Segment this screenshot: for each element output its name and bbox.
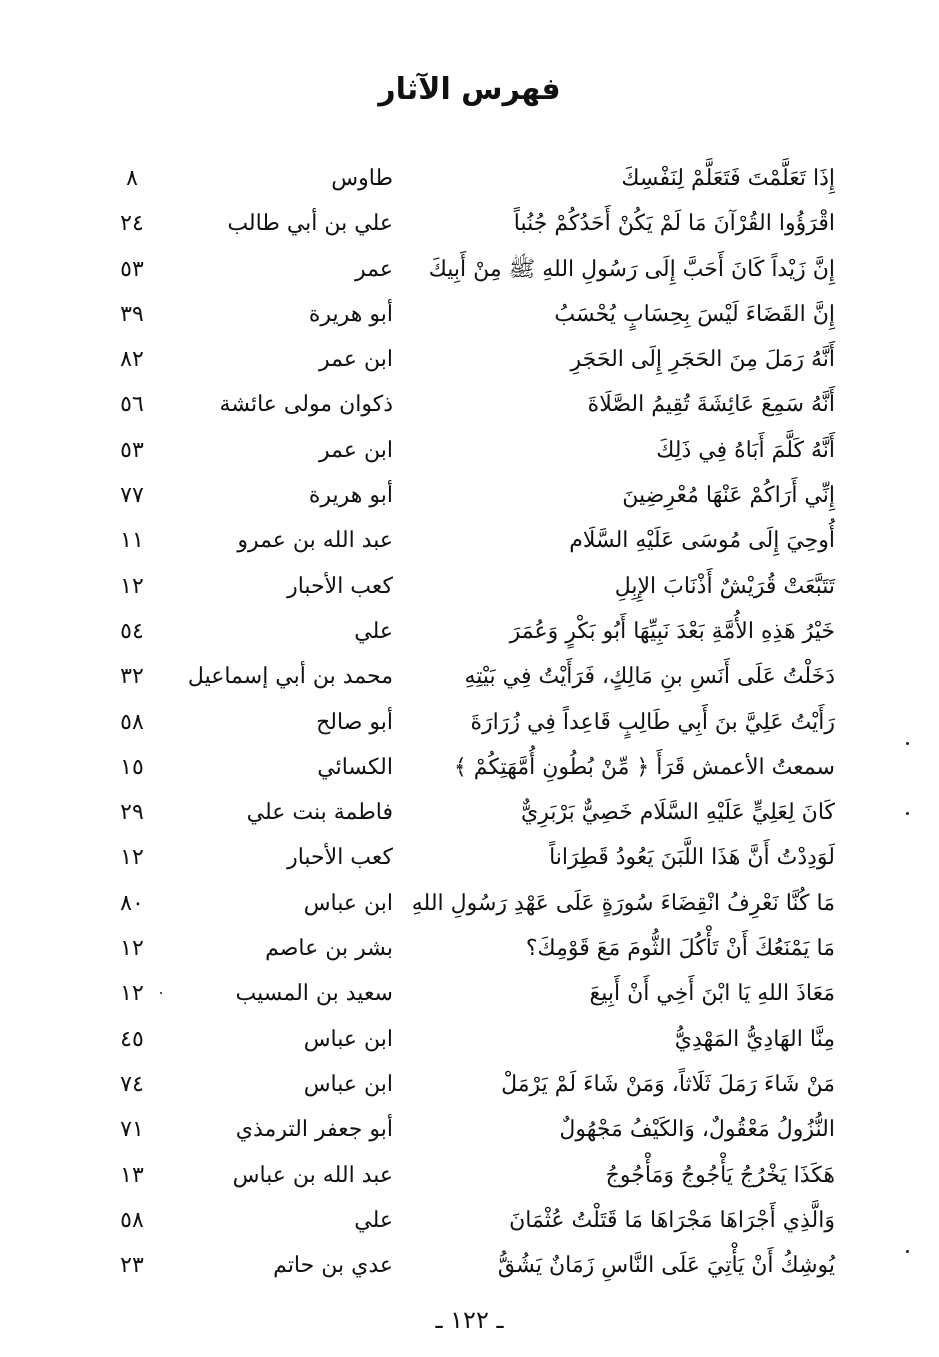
page-reference: ١٢ [120, 981, 144, 1007]
index-row [0, 881, 939, 926]
index-row [0, 337, 939, 382]
narrator-name: ذكوان مولى عائشة [219, 392, 393, 418]
narrator-name: عدي بن حاتم [273, 1253, 393, 1279]
page-reference: ٢٤ [120, 211, 144, 237]
index-row [0, 654, 939, 699]
scan-speck [160, 992, 162, 994]
index-row [0, 518, 939, 563]
narrator-name: ابن عمر [319, 347, 393, 373]
narrator-name: عبد الله بن عمرو [237, 528, 393, 554]
athar-text: مِنَّا الهَادِيُّ المَهْدِيُّ [674, 1026, 835, 1052]
page-reference: ١٥ [120, 754, 144, 780]
index-row [0, 201, 939, 246]
narrator-name: بشر بن عاصم [265, 936, 393, 962]
index-row [0, 1107, 939, 1152]
index-row [0, 1243, 939, 1288]
index-row [0, 835, 939, 880]
narrator-name: ابن عباس [303, 1071, 393, 1097]
athar-text: مَعَاذَ اللهِ يَا ابْنَ أَخِي أَنْ أَبِيعَ [589, 981, 835, 1007]
narrator-name: علي [354, 1207, 393, 1233]
index-row [0, 564, 939, 609]
narrator-name: ابن عمر [319, 437, 393, 463]
page-reference: ١٢ [120, 845, 144, 871]
narrator-name: الكسائي [317, 754, 393, 780]
narrator-name: أبو هريرة [308, 301, 393, 327]
athar-text: وَالَّذِي أَجْرَاهَا مَجْرَاهَا مَا قَتَلْتُ عُثْمَانَ [509, 1207, 835, 1233]
page-reference: ٧١ [120, 1117, 144, 1143]
page-reference: ٥٤ [120, 618, 144, 644]
athar-text: أَنَّهُ رَمَلَ مِنَ الحَجَرِ إِلَى الحَجَرِ [570, 347, 835, 373]
narrator-name: ابن عباس [303, 1026, 393, 1052]
page-reference: ٨ [126, 166, 138, 191]
index-row [0, 292, 939, 337]
index-row [0, 609, 939, 654]
page-title: فهرس الآثار [378, 72, 561, 107]
narrator-name: فاطمة بنت علي [246, 800, 393, 826]
index-row [0, 700, 939, 745]
page-reference: ٢٣ [120, 1253, 144, 1279]
index-row [0, 745, 939, 790]
narrator-name: علي بن أبي طالب [227, 211, 393, 237]
athar-text: أُوحِيَ إِلَى مُوسَى عَلَيْهِ السَّلَام [569, 528, 835, 554]
athar-text: لَوَدِدْتُ أَنَّ هَذَا اللَّبَنَ يَعُودُ قَطِرَاناً [549, 845, 835, 871]
athar-text: يُوشِكُ أَنْ يَأْتِيَ عَلَى النَّاسِ زَمَانٌ يَشُقُّ [497, 1253, 835, 1279]
index-row [0, 1198, 939, 1243]
scan-speck [906, 742, 909, 745]
narrator-name: عبد الله بن عباس [232, 1162, 393, 1188]
page-reference: ٥٣ [120, 437, 144, 463]
page-reference: ٧٧ [120, 483, 144, 509]
athar-text: مَا كُنَّا نَعْرِفُ انْقِضَاءَ سُورَةٍ عَلَى عَهْدِ رَسُولِ اللهِ [411, 890, 835, 916]
athar-text: سمعتُ الأعمش قَرَأَ ﴿ مِّنْ بُطُونِ أُمَّهَتِكُمْ ﴾ [453, 754, 835, 780]
athar-text: رَأَيْتُ عَلِيَّ بنَ أَبِي طَالِبٍ قَاعِداً فِي زُرَارَةَ [470, 709, 835, 735]
athar-text: هَكَذَا يَخْرُجُ يَأْجُوجُ وَمَأْجُوجُ [605, 1162, 835, 1188]
narrator-name: طاوس [331, 166, 393, 191]
page-reference: ١٣ [120, 1162, 144, 1188]
page-reference: ٧٤ [120, 1071, 144, 1097]
narrator-name: علي [354, 618, 393, 644]
page-reference: ٥٨ [120, 709, 144, 735]
athar-text: النُّزُولُ مَعْقُولٌ، وَالكَيْفُ مَجْهُولٌ [559, 1117, 835, 1143]
page-reference: ٣٢ [120, 664, 144, 690]
index-row [0, 382, 939, 427]
page-reference: ٣٩ [120, 301, 144, 327]
page-reference: ٨٠ [120, 890, 144, 916]
athar-text: كَانَ لِعَلِيٍّ عَلَيْهِ السَّلَام خَصِيٌّ بَرْبَرِيٌّ [520, 800, 835, 826]
index-row [0, 926, 939, 971]
athar-text: مَا يَمْنَعُكَ أَنْ تَأْكُلَ الثُّومَ مَعَ قَوْمِكَ؟ [525, 936, 835, 962]
page-reference: ٢٩ [120, 800, 144, 826]
athar-text: خَيْرُ هَذِهِ الأُمَّةِ بَعْدَ نَبِيِّهَا أَبُو بَكْرٍ وَعُمَرَ [509, 618, 835, 644]
scan-speck [906, 1250, 909, 1253]
athar-text: أَنَّهُ سَمِعَ عَائِشَةَ تُقِيمُ الصَّلَاةَ [587, 392, 835, 418]
scan-speck [906, 812, 909, 815]
athar-text: تَتَبَّعَتْ قُرَيْشٌ أَذْنَابَ الإِبِلِ [614, 573, 835, 599]
athar-text: إِنَّ زَيْداً كَانَ أَحَبَّ إِلَى رَسُولِ اللهِ ﷺ مِنْ أَبِيكَ [428, 256, 835, 282]
index-row [0, 1017, 939, 1062]
narrator-name: ابن عباس [303, 890, 393, 916]
athar-text: دَخَلْتُ عَلَى أَنَسِ بنِ مَالِكٍ، فَرَأَيْتُ فِي بَيْتِهِ [464, 664, 835, 690]
narrator-name: محمد بن أبي إسماعيل [187, 664, 393, 690]
page-reference: ٥٨ [120, 1207, 144, 1233]
athar-text: مَنْ شَاءَ رَمَلَ ثَلَاثاً، وَمَنْ شَاءَ لَمْ يَرْمَلْ [501, 1071, 835, 1097]
athar-index-list [0, 156, 939, 1288]
page-reference: ١١ [120, 528, 144, 554]
page-reference: ٨٢ [120, 347, 144, 373]
narrator-name: كعب الأحبار [287, 573, 393, 599]
page-reference: ٤٥ [120, 1026, 144, 1052]
narrator-name: عمر [355, 256, 393, 282]
athar-text: إِنَّ القَضَاءَ لَيْسَ بِحِسَابٍ يُحْسَبُ [554, 301, 835, 327]
index-row [0, 428, 939, 473]
page-reference: ١٢ [120, 573, 144, 599]
page-reference: ١٢ [120, 936, 144, 962]
index-row [0, 473, 939, 518]
athar-text: اقْرَؤُوا القُرْآنَ مَا لَمْ يَكُنْ أَحَدُكُمْ جُنُباً [513, 211, 835, 237]
athar-text: أَنَّهُ كَلَّمَ أَبَاهُ فِي ذَلِكَ [656, 437, 835, 463]
index-row [0, 971, 939, 1016]
index-row [0, 1062, 939, 1107]
athar-text: إِذَا تَعَلَّمْتَ فَتَعَلَّمْ لِنَفْسِكَ [621, 166, 835, 191]
narrator-name: أبو هريرة [308, 483, 393, 509]
narrator-name: أبو صالح [316, 709, 393, 735]
index-row [0, 1153, 939, 1198]
page-reference: ٥٣ [120, 256, 144, 282]
index-row [0, 247, 939, 292]
athar-text: إِنِّي أَرَاكُمْ عَنْهَا مُعْرِضِينَ [622, 483, 835, 509]
narrator-name: سعيد بن المسيب [235, 981, 393, 1007]
page-reference: ٥٦ [120, 392, 144, 418]
index-row [0, 156, 939, 201]
narrator-name: أبو جعفر الترمذي [235, 1117, 393, 1143]
narrator-name: كعب الأحبار [287, 845, 393, 871]
index-row [0, 790, 939, 835]
page-number-footer: ـ ١٢٢ ـ [435, 1306, 504, 1334]
